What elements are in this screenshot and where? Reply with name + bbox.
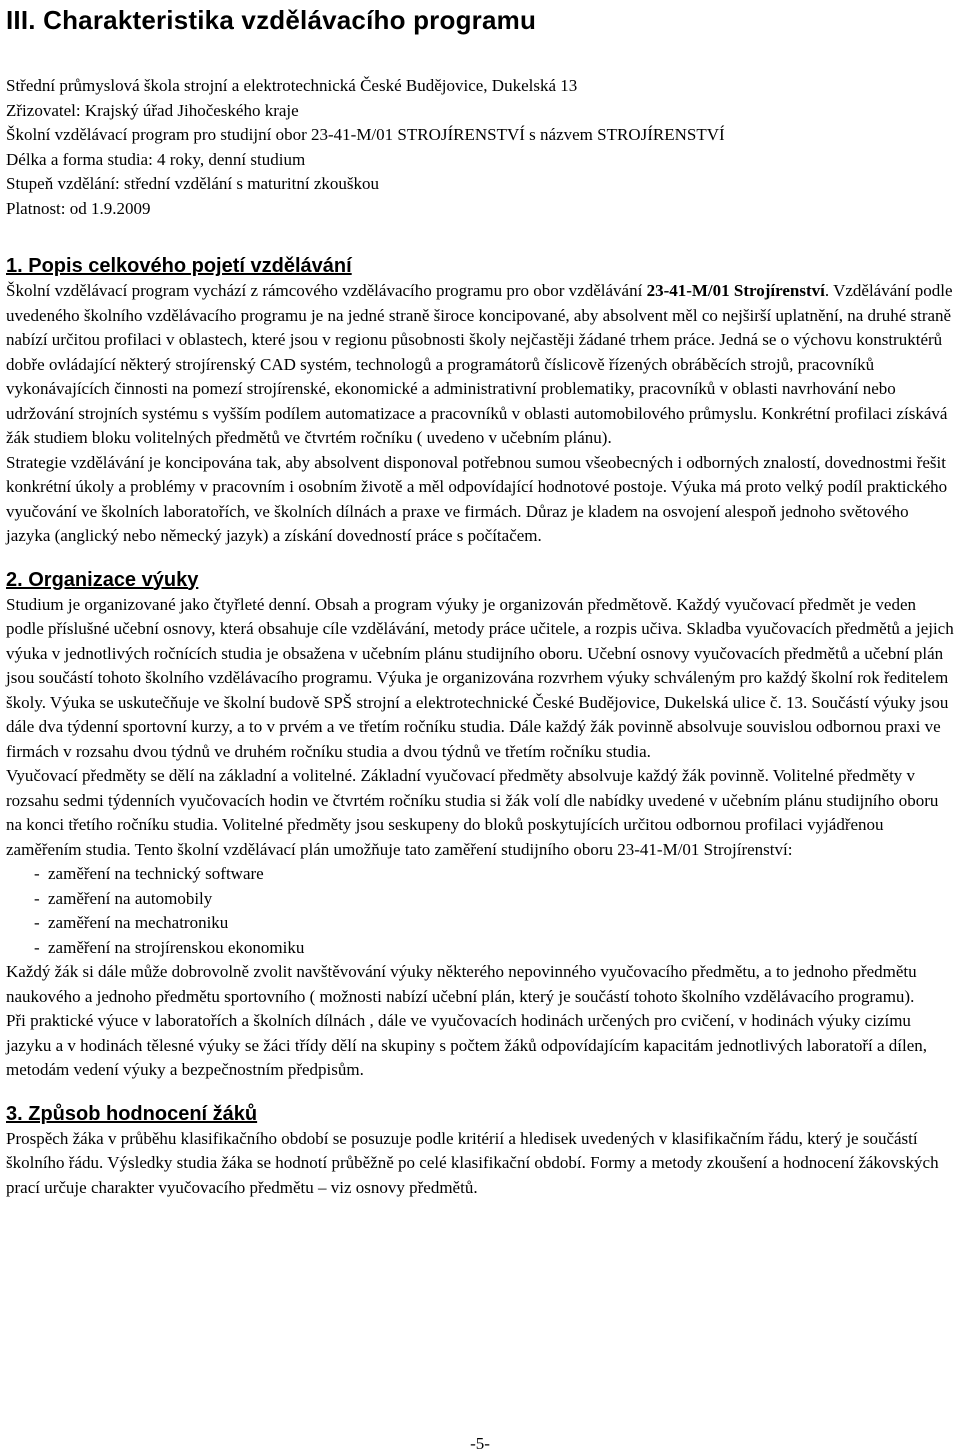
section-1-paragraph-1 (6, 279, 956, 451)
meta-validity: Platnost: od 1.9.2009 (6, 198, 151, 218)
document-page (6, 0, 956, 1200)
list-item (6, 911, 956, 936)
section-3-paragraph-1: Prospěch žáka v průběhu klasifikačního období se posuzuje podle kritérií a hledisek uvedených v klasifikačním řádu, který je součástí školního řádu. Výsledky studia žáka se hodnotí průběžně po celé klasifikační období. Formy a metody zkoušení a hodnocení žákovských prací určuje charakter vyučovacího předmětu – viz osnovy předmětů. (6, 1128, 939, 1197)
list-item-text: zaměření na automobily (48, 888, 213, 908)
section-1-paragraph-2: Strategie vzdělávání je koncipována tak, aby absolvent disponoval potřebnou sumou všeobecných i odborných znalostí, dovednostmi řešit konkrétní úkoly a problémy v pracovním i osobním životě a měl odpovídající hodnotové postoje. Výuka má proto velký podíl praktického vyučování ve školních laboratořích, ve školních dílnách a praxe ve firmách. Důraz je kladem na osvojení alespoň jednoho světového jazyka (anglický nebo německý jazyk) a získání dovedností práce s počítačem. (6, 452, 948, 545)
document-title: III. Charakteristika vzdělávacího programu (6, 5, 537, 35)
list-dash: - (34, 913, 40, 932)
page-number: -5- (470, 1434, 490, 1453)
list-item (6, 862, 956, 887)
section-2-paragraph-3: Každý žák si dále může dobrovolně zvolit navštěvování výuky některého nepovinného vyučovacího předmětu, a to jednoho předmětu naukového a jednoho předmětu sportovního ( možnosti nabízí učební plán, který je součástí tohoto školního vzdělávacího programu). (6, 962, 917, 1006)
section-1-p1-bold: 23-41-M/01 Strojírenství (646, 281, 825, 300)
meta-founder: Zřizovatel: Krajský úřad Jihočeského kraje (6, 100, 299, 120)
section-1-heading: 1. Popis celkového pojetí vzdělávání (6, 255, 352, 277)
list-item-text: zaměření na strojírenskou ekonomiku (48, 937, 305, 957)
section-1-p1-lead: Školní vzdělávací program vychází z rámcového vzdělávacího programu pro obor vzdělávání (6, 281, 647, 300)
section-3-heading: 3. Způsob hodnocení žáků (6, 1102, 258, 1125)
section-2-paragraph-2: Vyučovací předměty se dělí na základní a volitelné. Základní vyučovací předměty absolvuje každý žák povinně. Volitelné předměty v rozsahu sedmi týdenních vyučovacích hodin ve čtvrtém ročníku studia si žák volí dle nabídky uvedené v učebním plánu studijního oboru na konci třetího ročníku studia. Volitelné předměty jsou seskupeny do bloků poskytujících určitou odbornou profilaci vyjádřenou zaměřením studia. Tento školní vzdělávací plán umožňuje tato zaměření studijního oboru 23-41-M/01 Strojírenství: (6, 766, 939, 859)
meta-program: Školní vzdělávací program pro studijní obor 23-41-M/01 STROJÍRENSTVÍ s názvem STROJÍRENSTVÍ (6, 125, 725, 144)
list-dash: - (34, 937, 40, 957)
meta-duration: Délka a forma studia: 4 roky, denní studium (6, 149, 306, 169)
program-meta (6, 74, 956, 221)
list-item-text: zaměření na mechatroniku (48, 913, 229, 932)
section-2-paragraph-4: Při praktické výuce v laboratořích a školních dílnách , dále ve vyučovacích hodinách určených pro cvičení, v hodinách výuky cizímu jazyku a v hodinách tělesné výuky se žáci třídy dělí na skupiny s počtem žáků odpovídajícím kapacitám jednotlivých laboratoří a dílen, metodám vedení výuky a bezpečnostním předpisům. (6, 1011, 928, 1079)
section-1-p1-rest: . Vzdělávání podle uvedeného školního vzdělávacího programu je na jedné straně široce koncipované, aby absolvent měl co nejširší uplatnění, na druhé straně nabízí určitou profilaci v oblastech, které jsou v regionu působnosti školy nejčastěji žádané trhem práce. Jedná se o výchovu konstruktérů dobře ovládající některý strojírenský CAD systém, technologů a programátorů číslicově řízených obráběcích strojů, pracovníků vykonávajících činnosti na pomezí strojírenské, ekonomické a administrativní problematiky, pracovníků v oblasti navrhování nebo udržování strojních systému s vyšším podílem automatizace a pracovníků v oblasti automobilového průmyslu. Konkrétní profilaci získává žák studiem bloku volitelných předmětů ve čtvrtém ročníku ( uvedeno v učebním plánu). (6, 281, 953, 447)
list-dash: - (34, 864, 40, 883)
section-2-heading: 2. Organizace výuky (6, 568, 199, 591)
list-item (6, 936, 956, 961)
list-dash: - (34, 888, 40, 908)
specialization-list (6, 862, 956, 960)
list-item (6, 887, 956, 912)
list-item-text: zaměření na technický software (48, 864, 264, 883)
meta-level: Stupeň vzdělání: střední vzdělání s maturitní zkouškou (6, 174, 379, 193)
section-2-paragraph-1: Studium je organizované jako čtyřleté denní. Obsah a program výuky je organizován předmětově. Každý vyučovací předmět je veden podle příslušné učební osnovy, která obsahuje cíle vzdělávání, metody práce učitele, a rozpis učiva. Skladba vyučovacích předmětů a jejich výuka v jednotlivých ročnících studia je obsažena v učebním plánu studijního oboru. Učební osnovy vyučovacích předmětů a učební plán jsou součástí tohoto školního vzdělávacího programu. Výuka je organizována rozvrhem výuky schváleným pro každý školní rok ředitelem školy. Výuka se uskutečňuje ve školní budově SPŠ strojní a elektrotechnické České Budějovice, Dukelská ulice č. 13. Součástí výuky jsou dále dva týdenní sportovní kurzy, a to v prvém a ve třetím ročníku studia. Dále každý žák povinně absolvuje souvislou odbornou praxi ve firmách v rozsahu dvou týdnů ve druhém ročníku studia a dvou týdnů ve třetím ročníku studia. (6, 594, 954, 761)
meta-school: Střední průmyslová škola strojní a elektrotechnická České Budějovice, Dukelská 13 (6, 76, 578, 95)
